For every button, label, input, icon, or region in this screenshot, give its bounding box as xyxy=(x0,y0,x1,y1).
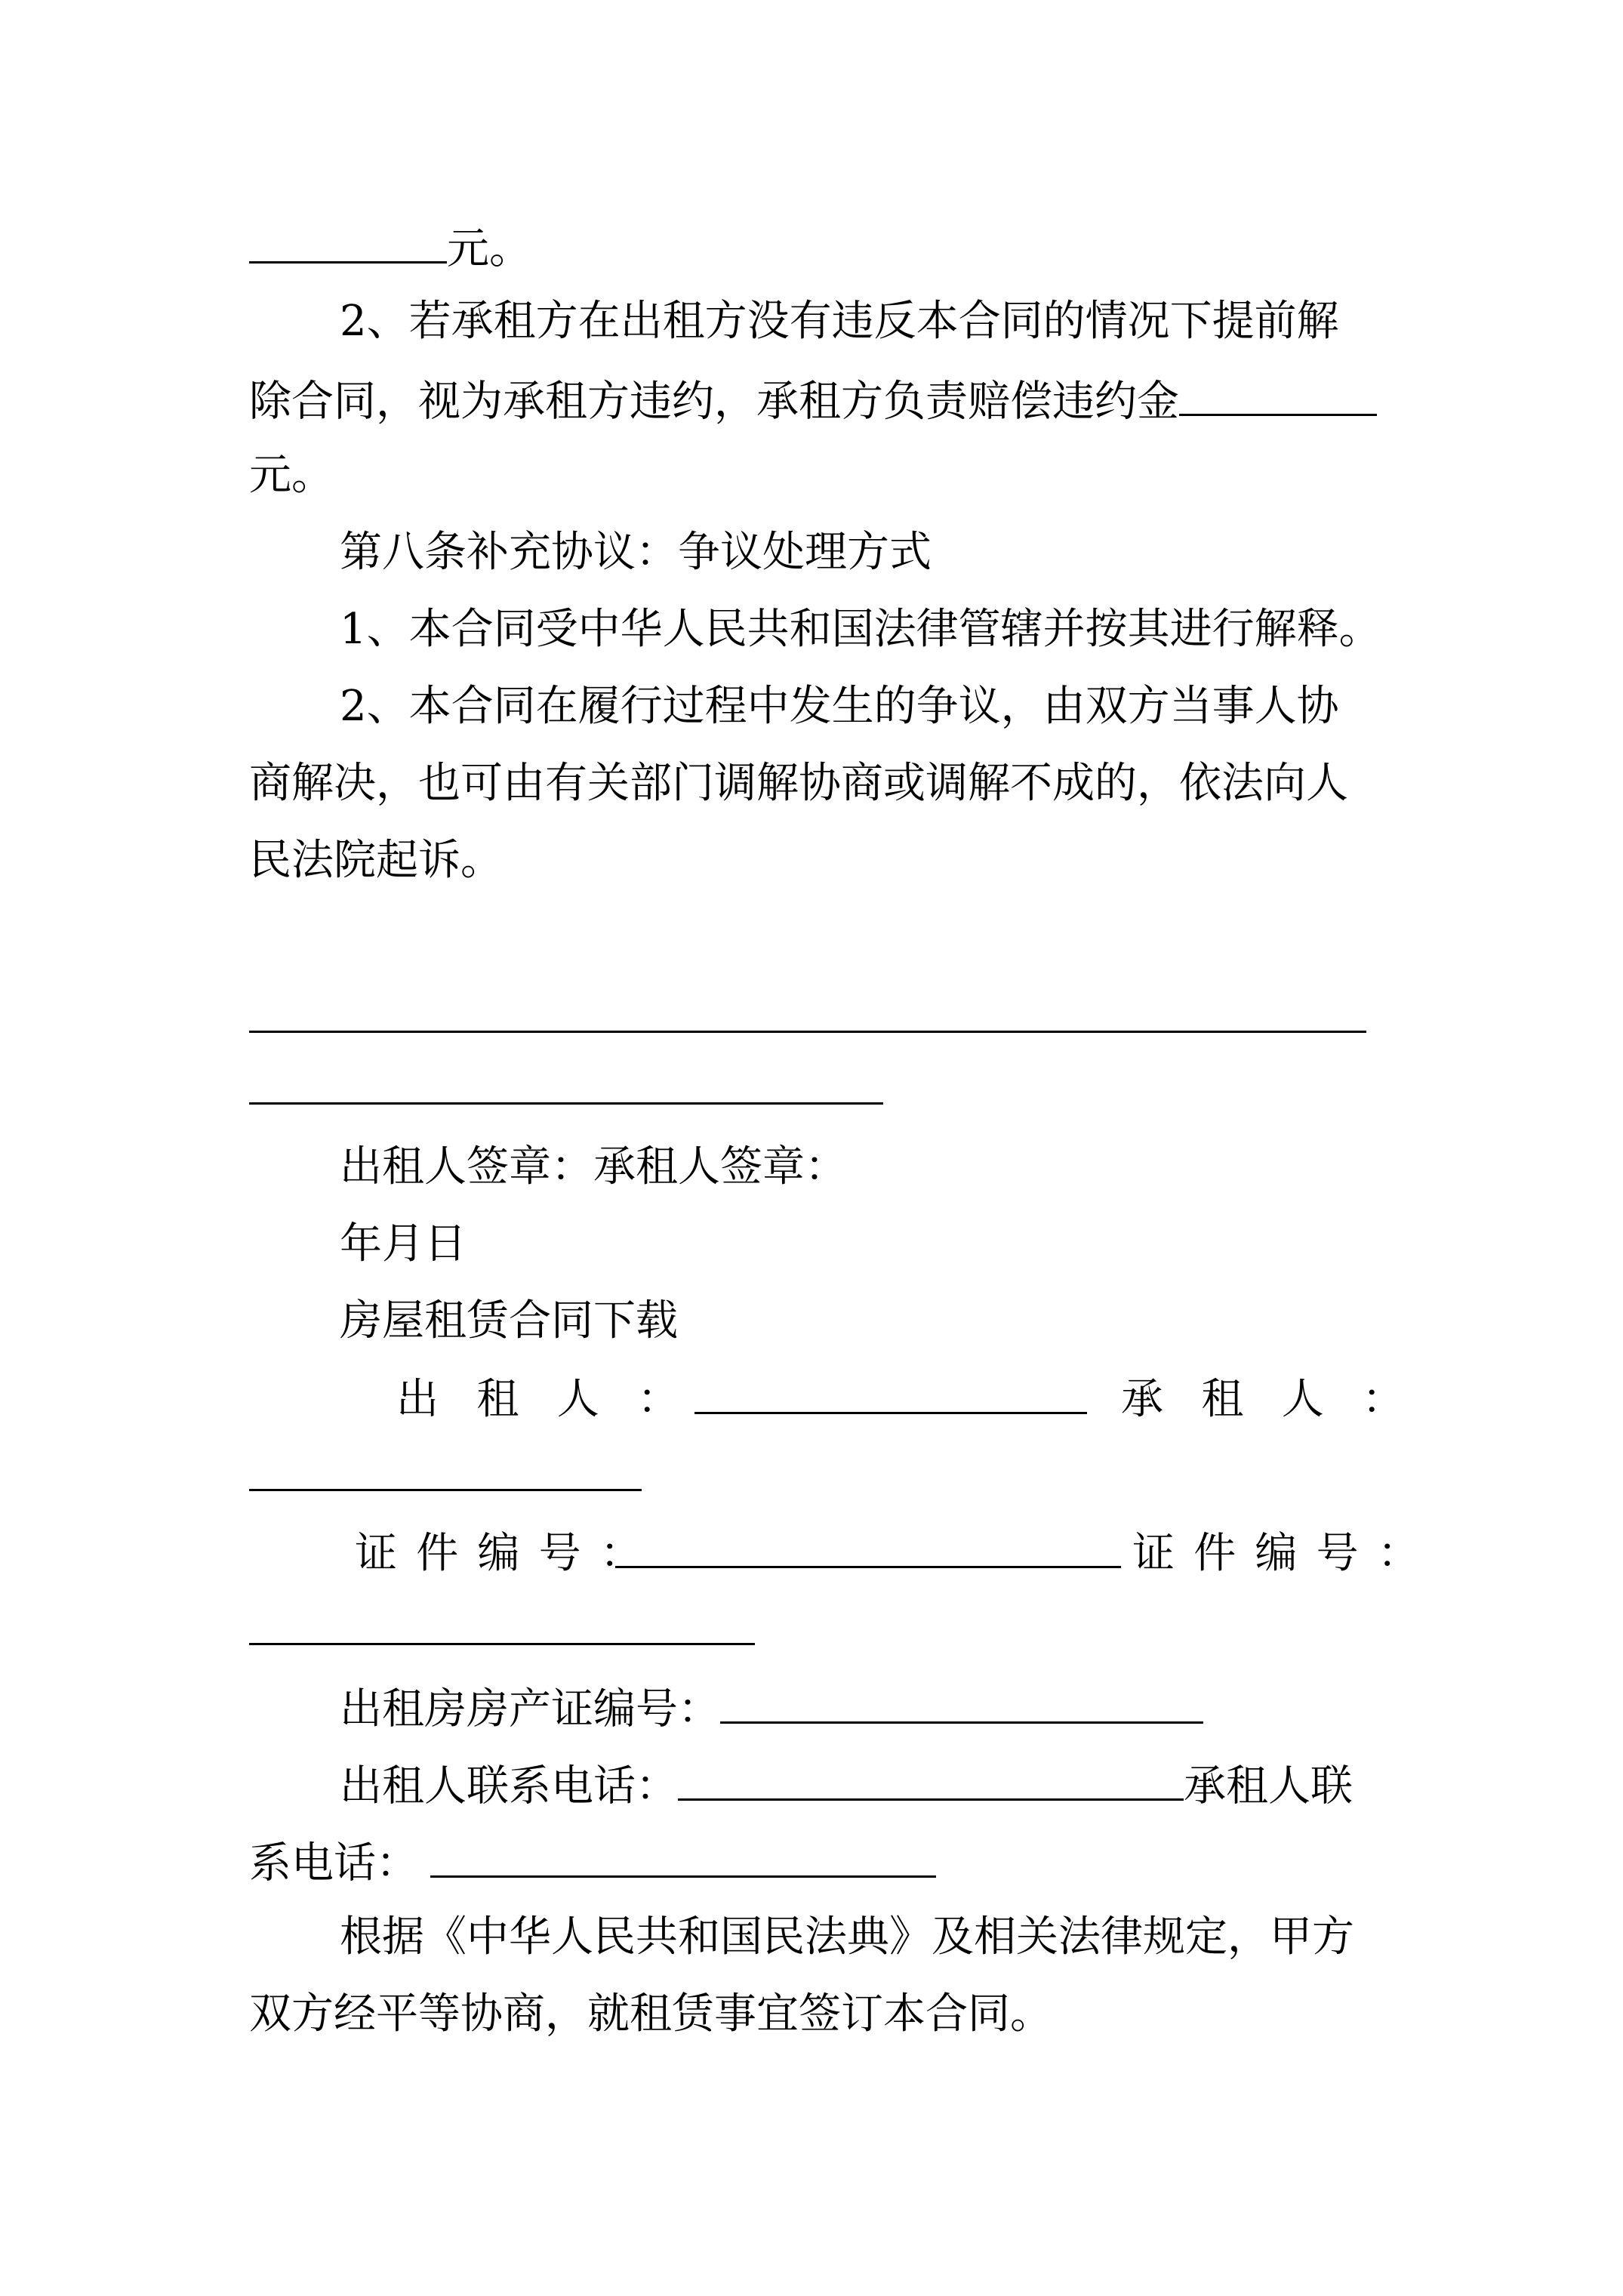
lessor-phone-blank xyxy=(678,1762,1184,1801)
separator-rule-long xyxy=(249,1031,1366,1033)
lessee-label: 承租人： xyxy=(1121,1375,1443,1424)
clause-2-line-1: 2、若承租方在出租方没有违反本合同的情况下提前解 xyxy=(340,297,1339,346)
article-8-title: 第八条补充协议：争议处理方式 xyxy=(340,528,932,577)
article-8-item-1: 1、本合同受中华人民共和国法律管辖并按其进行解释。 xyxy=(340,605,1381,654)
lessor-phone-line xyxy=(340,1761,1353,1811)
amount-blank xyxy=(249,225,447,264)
amount-unit: 元。 xyxy=(447,224,531,274)
property-cert-line xyxy=(340,1684,1203,1734)
lessee-phone-line xyxy=(249,1838,936,1888)
article-8-item-2-line-1: 2、本合同在履行过程中发生的争议，由双方当事人协 xyxy=(340,682,1339,731)
lessor-phone-label: 出租人联系电话： xyxy=(340,1761,678,1811)
article-8-item-2-line-3: 民法院起诉。 xyxy=(249,836,503,885)
lessor-label: 出租人： xyxy=(396,1375,718,1424)
document-title: 房屋租赁合同下载 xyxy=(340,1296,678,1345)
closing-line-2: 双方经平等协商，就租赁事宜签订本合同。 xyxy=(249,1989,1052,2039)
article-8-item-2-line-2: 商解决，也可由有关部门调解协商或调解不成的，依法向人 xyxy=(249,759,1348,808)
lessee-phone-label-b: 系电话： xyxy=(249,1838,418,1888)
clause-2-text: 除合同，视为承租方违约，承租方负责赔偿违约金 xyxy=(249,377,1179,427)
id-label-lessee: 证件编号： xyxy=(1132,1529,1439,1578)
lessee-phone-blank xyxy=(430,1839,936,1878)
lessee-phone-label-a: 承租人联 xyxy=(1184,1761,1353,1811)
penalty-amount-line-1 xyxy=(249,224,531,274)
lessee-blank xyxy=(249,1489,642,1491)
id-label-lessor: 证件编号： xyxy=(355,1529,661,1578)
id-blank-lessee xyxy=(249,1643,755,1645)
penalty-blank xyxy=(1179,378,1377,416)
property-cert-label: 出租房房产证编号： xyxy=(340,1684,720,1734)
property-cert-blank xyxy=(720,1685,1203,1724)
date-line: 年月日 xyxy=(340,1219,467,1268)
signature-line: 出租人签章：承租人签章： xyxy=(340,1142,847,1191)
closing-line-1: 根据《中华人民共和国民法典》及相关法律规定，甲方 xyxy=(340,1912,1354,1962)
clause-2-line-2 xyxy=(249,377,1377,427)
id-blank-lessor xyxy=(615,1566,1121,1568)
separator-rule-short xyxy=(249,1102,883,1105)
lessor-blank xyxy=(694,1412,1087,1414)
clause-2-line-3: 元。 xyxy=(249,451,334,500)
